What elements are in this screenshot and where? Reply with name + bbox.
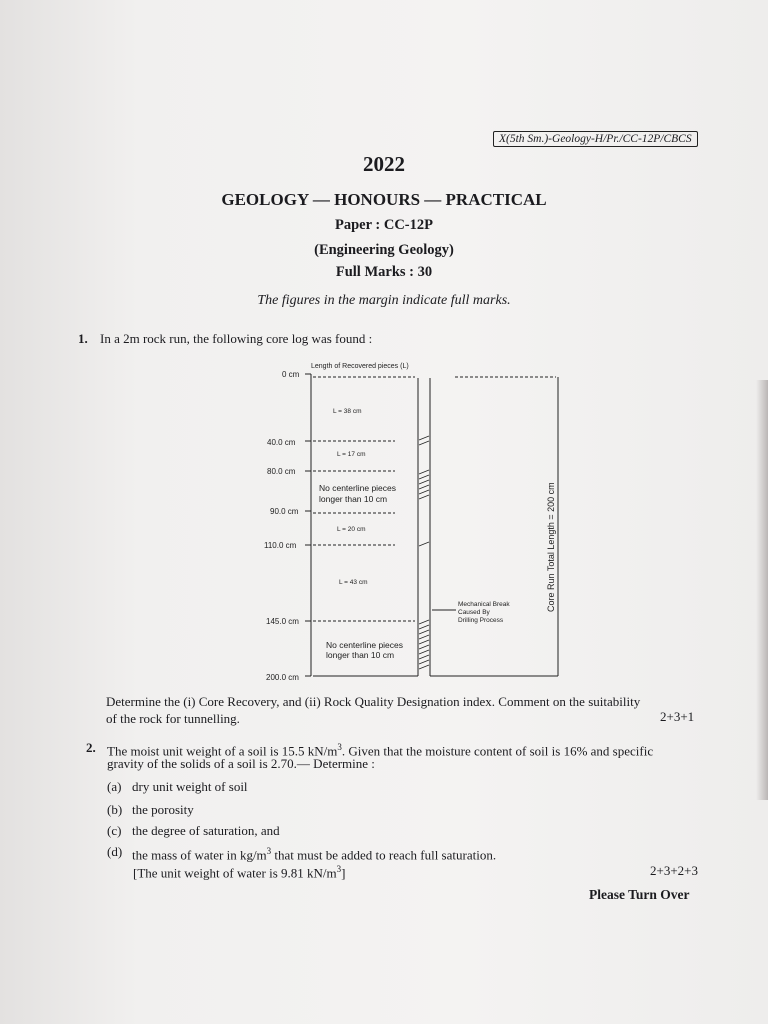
no-centerline-2-line2: longer than 10 cm bbox=[326, 650, 395, 660]
mech-break-line1: Mechanical Break bbox=[458, 601, 510, 608]
depth-label-90: 90.0 cm bbox=[270, 507, 299, 516]
q1-text: In a 2m rock run, the following core log was found : bbox=[100, 331, 373, 346]
q2-marks: 2+3+2+3 bbox=[650, 863, 698, 878]
q1-marks: 2+3+1 bbox=[660, 709, 695, 724]
depth-label-80: 80.0 cm bbox=[267, 467, 296, 476]
core-run-total-label: Core Run Total Length = 200 cm bbox=[546, 482, 556, 612]
q2-number: 2. bbox=[86, 740, 96, 755]
q2-d-text: the mass of water in $kg/m^3$ that must be added to reach full saturation. bbox=[132, 846, 497, 863]
q2-a-text: dry unit weight of soil bbox=[132, 779, 248, 794]
mech-break-line2: Caused By bbox=[458, 609, 490, 616]
please-turn-over: Please Turn Over bbox=[589, 887, 690, 902]
q2-c-text: the degree of saturation, and bbox=[132, 823, 280, 838]
margin-note: The figures in the margin indicate full marks. bbox=[257, 293, 511, 308]
no-centerline-1-line1: No centerline pieces bbox=[319, 483, 397, 493]
depth-label-145: 145.0 cm bbox=[266, 617, 299, 626]
q2-note: [The unit weight of water is 9.81 $kN/m^3$] bbox=[133, 864, 346, 881]
q2-line1: The moist unit weight of a soil is 15.5 $kN/m^3$. Given that the moisture content of soil is 16% and specific bbox=[107, 742, 654, 759]
mech-break-line3: Drilling Process bbox=[458, 617, 504, 624]
q2-b-text: the porosity bbox=[132, 802, 194, 817]
length-label-1: L = 38 cm bbox=[333, 408, 362, 415]
depth-label-0: 0 cm bbox=[282, 370, 300, 379]
no-centerline-2-line1: No centerline pieces bbox=[326, 640, 404, 650]
figure-header-label: Length of Recovered pieces (L) bbox=[311, 363, 409, 370]
depth-label-110: 110.0 cm bbox=[264, 541, 297, 550]
length-label-2: L = 17 cm bbox=[337, 451, 366, 458]
q2-c-label: (c) bbox=[107, 823, 122, 838]
no-centerline-1-line2: longer than 10 cm bbox=[319, 494, 388, 504]
length-label-3: L = 20 cm bbox=[337, 526, 366, 533]
q1-number: 1. bbox=[78, 331, 88, 346]
q2-d-label: (d) bbox=[107, 844, 123, 859]
depth-label-200: 200.0 cm bbox=[266, 673, 299, 682]
q2-a-label: (a) bbox=[107, 779, 122, 794]
q2-b-label: (b) bbox=[107, 802, 123, 817]
length-label-4: L = 43 cm bbox=[339, 579, 368, 586]
paper-code-line: Paper : CC-12P bbox=[335, 217, 433, 233]
paper-code: X(5th Sm.)-Geology-H/Pr./CC-12P/CBCS bbox=[493, 131, 698, 147]
q2-line2: gravity of the solids of a soil is 2.70.— Determine : bbox=[107, 756, 375, 771]
full-marks: Full Marks : 30 bbox=[335, 264, 433, 280]
subject-title: GEOLOGY — HONOURS — PRACTICAL bbox=[221, 190, 547, 209]
paper-subtitle: (Engineering Geology) bbox=[314, 242, 454, 258]
depth-label-40: 40.0 cm bbox=[267, 438, 296, 447]
q1-task-line2: of the rock for tunnelling. bbox=[106, 711, 240, 726]
exam-year: 2022 bbox=[363, 152, 405, 176]
q1-task-line1: Determine the (i) Core Recovery, and (ii) Rock Quality Designation index. Comment on the suitability bbox=[106, 694, 641, 709]
